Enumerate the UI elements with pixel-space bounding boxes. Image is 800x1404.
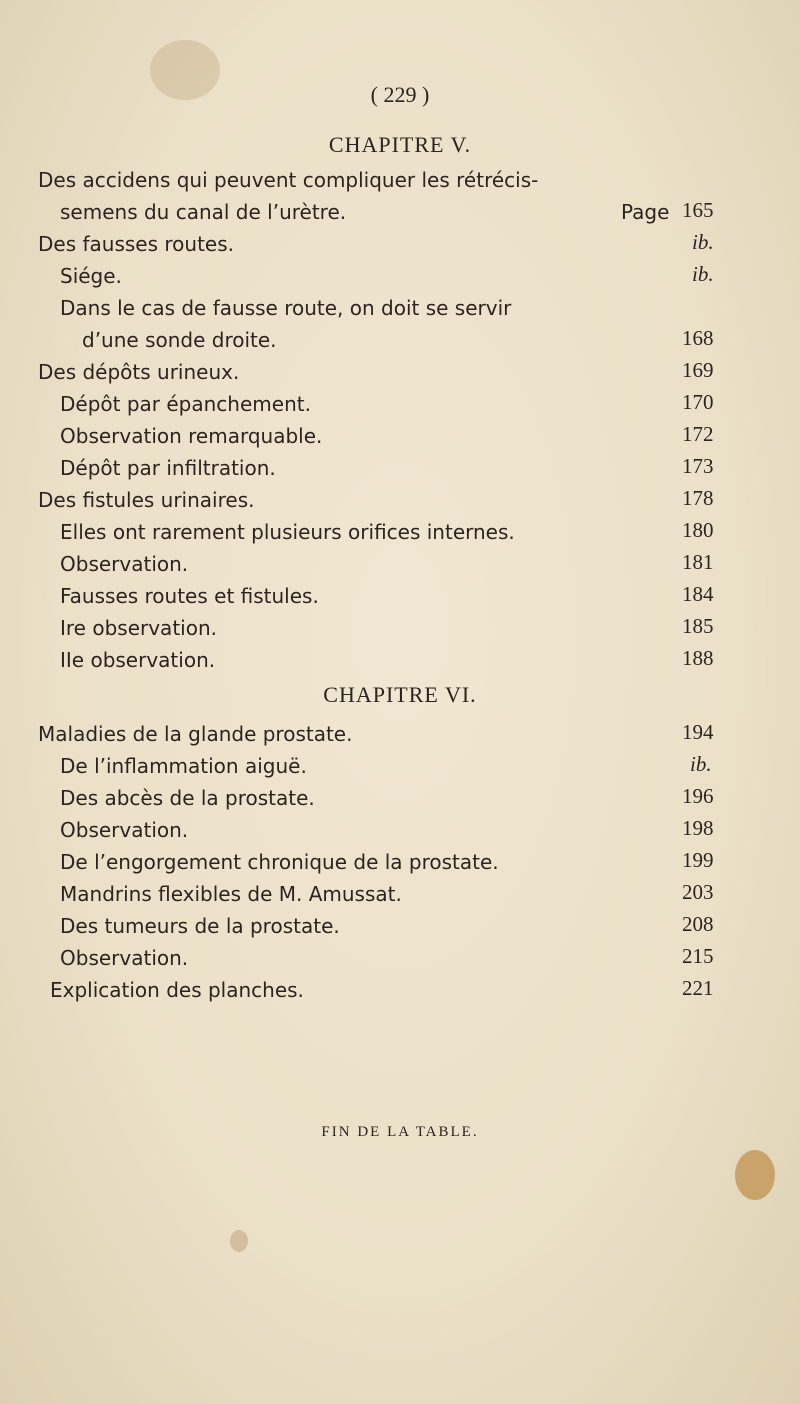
page-number: ( 229 ) (370, 82, 430, 107)
toc-entry-text: De l’inflammation aiguë. (60, 754, 307, 778)
toc-page-number: 181 (682, 550, 714, 574)
toc-entry-text: Elles ont rarement plusieurs orifices internes. (60, 520, 515, 544)
end-of-table-footer: FIN DE LA TABLE. (321, 1124, 479, 1140)
toc-entry-text: Dépôt par épanchement. (60, 392, 311, 416)
stain-mark (230, 1230, 248, 1252)
toc-entry-text: Observation. (60, 552, 189, 576)
page-label: Page (621, 200, 670, 224)
toc-page-number: 184 (682, 582, 714, 606)
toc-page-number: 172 (682, 422, 714, 446)
toc-entry-text: Observation. (60, 946, 189, 970)
toc-entry-text: Observation. (60, 818, 189, 842)
chapter-5-title: CHAPITRE V. (328, 132, 472, 157)
toc-page-number: ib. (690, 752, 712, 776)
toc-entry-text: Observation remarquable. (60, 424, 323, 448)
toc-page-number: 203 (682, 880, 714, 904)
toc-page-number: 168 (682, 326, 714, 350)
toc-entry-text: Des abcès de la prostate. (60, 786, 315, 810)
toc-entry-text: Fausses routes et fistules. (60, 584, 319, 608)
toc-entry-text: Maladies de la glande prostate. (38, 722, 353, 746)
toc-page-number: 165 (682, 198, 714, 222)
toc-page-number: 173 (682, 454, 714, 478)
toc-entry-text: Ire observation. (60, 616, 217, 640)
toc-entry-text: Des tumeurs de la prostate. (60, 914, 340, 938)
toc-page-number: ib. (692, 262, 714, 286)
toc-page-number: 215 (682, 944, 714, 968)
toc-entry-text: Des accidens qui peuvent compliquer les rétrécis- (38, 168, 539, 192)
toc-entry-text: De l’engorgement chronique de la prostate. (60, 850, 499, 874)
toc-entry-text: Dépôt par infiltration. (60, 456, 276, 480)
toc-page-number: 178 (682, 486, 714, 510)
toc-entry-text: IIe observation. (60, 648, 216, 672)
toc-page-number: 198 (682, 816, 714, 840)
stain-mark (735, 1150, 775, 1200)
toc-entry-text: semens du canal de l’urètre. (60, 200, 347, 224)
toc-entry-text: Explication des planches. (50, 978, 304, 1002)
toc-entry-text: Siége. (60, 264, 122, 288)
toc-entry-text: d’une sonde droite. (82, 328, 277, 352)
toc-page-number: 169 (682, 358, 714, 382)
chapter-6-title: CHAPITRE VI. (323, 682, 477, 707)
toc-entry-text: Mandrins flexibles de M. Amussat. (60, 882, 402, 906)
toc-entry-text: Des fistules urinaires. (38, 488, 255, 512)
toc-page-number: 221 (682, 976, 714, 1000)
toc-page-number: 208 (682, 912, 714, 936)
toc-entry-text: Dans le cas de fausse route, on doit se servir (60, 296, 512, 320)
toc-entry-text: Des fausses routes. (38, 232, 234, 256)
toc-entry-text: Des dépôts urineux. (38, 360, 240, 384)
toc-page-number: 188 (682, 646, 714, 670)
toc-page-number: 194 (682, 720, 714, 744)
toc-page-number: 196 (682, 784, 714, 808)
toc-page-number: 170 (682, 390, 714, 414)
toc-page-number: 180 (682, 518, 714, 542)
toc-page-number: 185 (682, 614, 714, 638)
toc-page-number: 199 (682, 848, 714, 872)
toc-page-number: ib. (692, 230, 714, 254)
